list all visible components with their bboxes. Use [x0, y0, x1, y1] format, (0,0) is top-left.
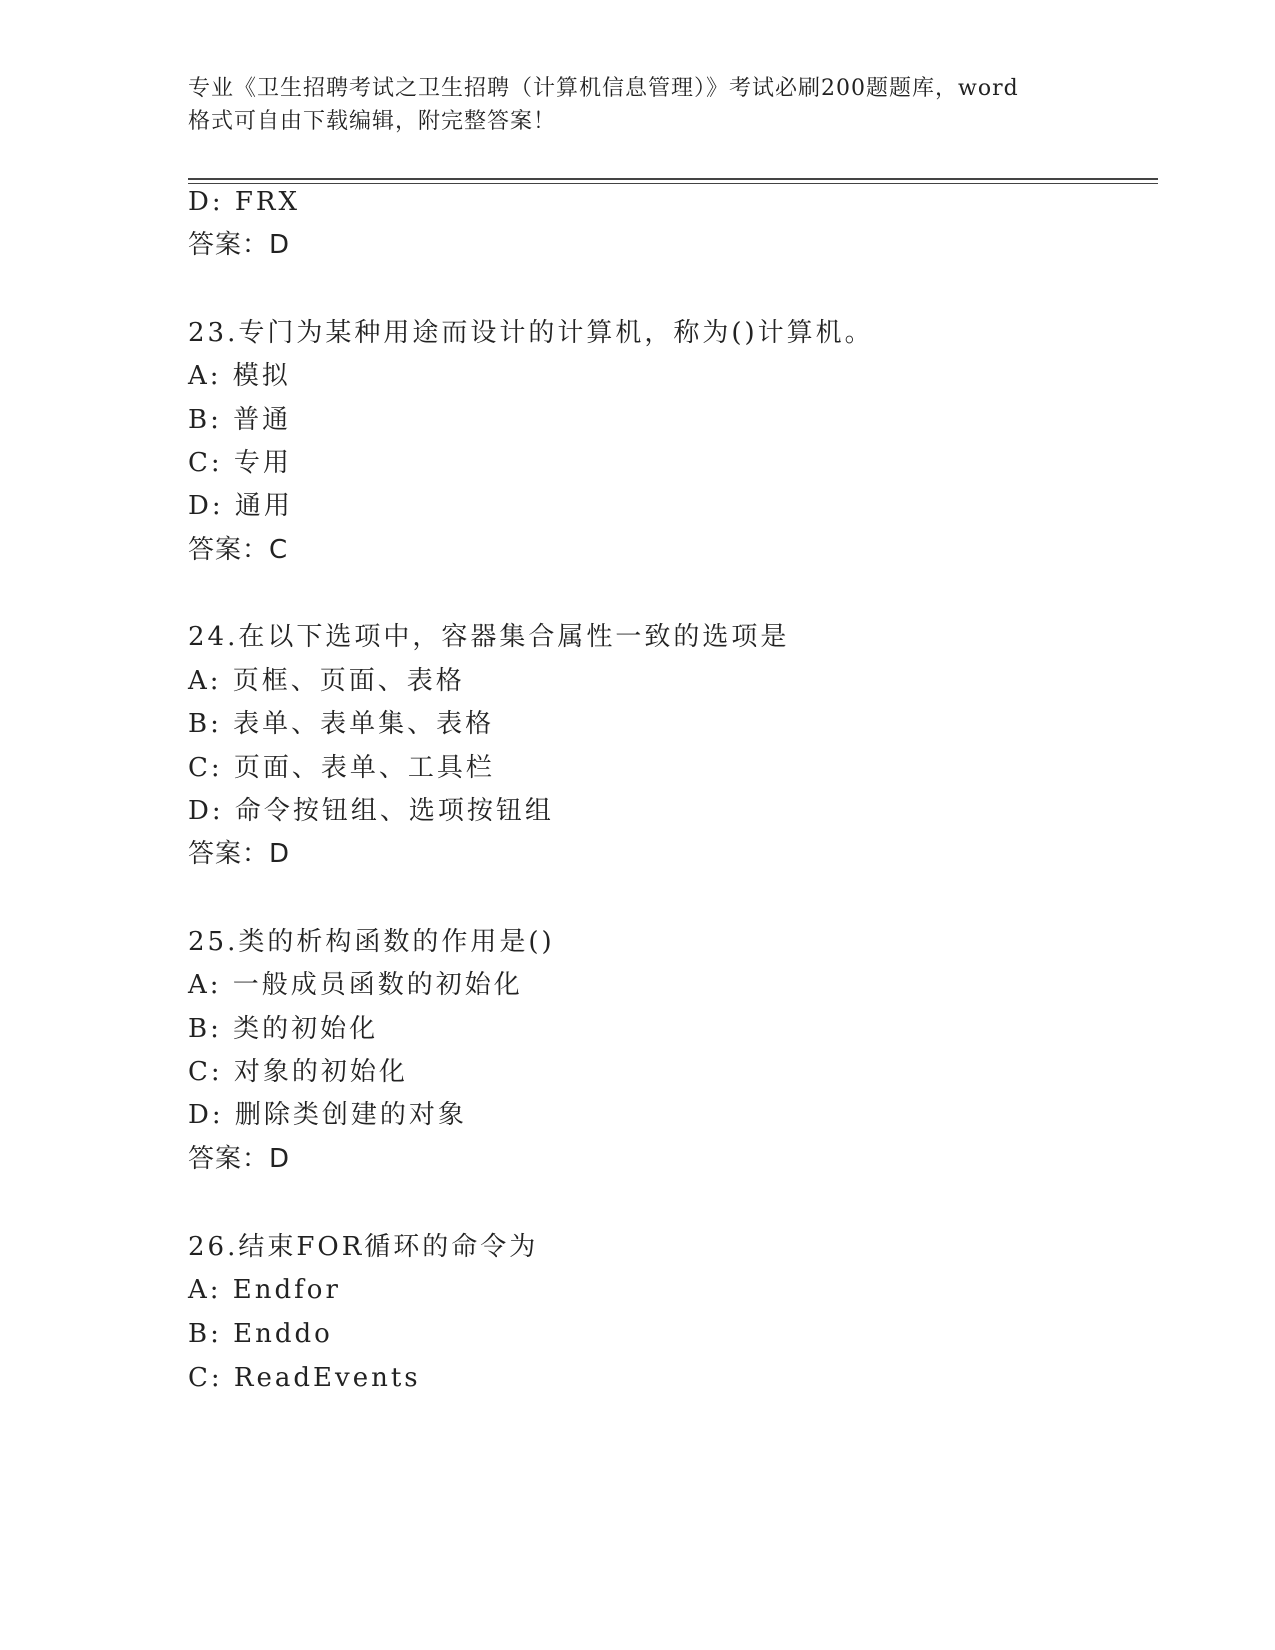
answer-line: 答案：D	[188, 230, 291, 260]
header-title-line-2: 格式可自由下载编辑，附完整答案！	[188, 109, 557, 134]
option-b: B: 表单、表单集、表格	[188, 709, 495, 739]
option-d: D: 删除类创建的对象	[188, 1100, 467, 1130]
option-c: C: ReadEvents	[188, 1363, 421, 1393]
option-d: D: FRX	[188, 187, 300, 217]
option-c: C: 专用	[188, 448, 292, 478]
option-b: B: 普通	[188, 405, 292, 435]
option-d: D: 命令按钮组、选项按钮组	[188, 796, 554, 826]
answer-line: 答案：C	[188, 535, 289, 565]
option-c: C: 对象的初始化	[188, 1057, 408, 1087]
option-b: B: Enddo	[188, 1319, 333, 1349]
option-a: A: Endfor	[188, 1275, 341, 1305]
option-b: B: 类的初始化	[188, 1014, 379, 1044]
question-stem: 25.类的析构函数的作用是()	[188, 927, 555, 957]
question-stem: 23.专门为某种用途而设计的计算机，称为()计算机。	[188, 318, 874, 348]
option-a: A: 一般成员函数的初始化	[188, 970, 523, 1000]
answer-line: 答案：D	[188, 1144, 291, 1174]
header-title-line-1: 专业《卫生招聘考试之卫生招聘（计算机信息管理）》考试必刷200题题库，word	[188, 76, 1019, 101]
option-c: C: 页面、表单、工具栏	[188, 753, 495, 783]
answer-line: 答案：D	[188, 839, 291, 869]
question-stem: 26.结束FOR循环的命令为	[188, 1232, 539, 1262]
option-a: A: 页框、页面、表格	[188, 666, 465, 696]
document-header	[188, 72, 1158, 138]
question-stem: 24.在以下选项中，容器集合属性一致的选项是	[188, 622, 790, 652]
header-divider-thick	[188, 178, 1158, 180]
option-a: A: 模拟	[188, 361, 291, 391]
header-divider-thin	[188, 183, 1158, 184]
option-d: D: 通用	[188, 491, 293, 521]
